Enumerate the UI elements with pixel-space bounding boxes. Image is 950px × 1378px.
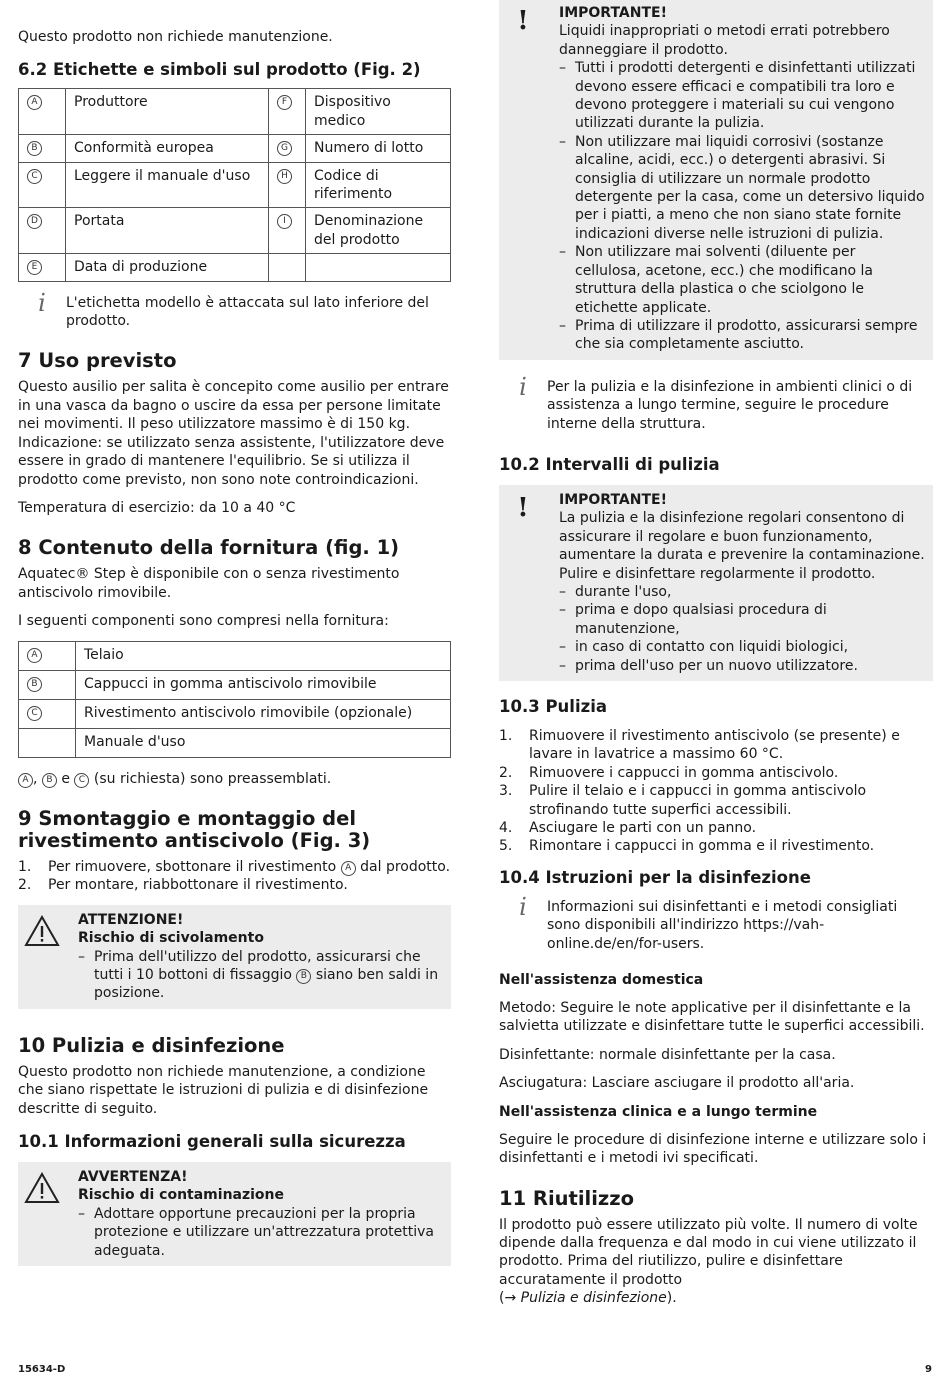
section-10-title: 10 Pulizia e disinfezione — [18, 1033, 285, 1057]
letter-symbol: H — [277, 169, 292, 184]
component-name: Manuale d'uso — [76, 728, 451, 757]
arrow-icon: → — [504, 1290, 521, 1307]
component-letter-cell — [19, 728, 76, 757]
cleaning-step — [499, 764, 933, 782]
reuse-cross-reference[interactable]: Pulizia e disinfezione — [520, 1290, 667, 1307]
intervals-list — [559, 583, 925, 675]
symbol-meaning: Conformità europea — [66, 135, 269, 162]
step-number: 1. — [499, 728, 513, 744]
warning-contamination-box — [18, 1162, 451, 1266]
warning-triangle-icon — [18, 1168, 66, 1209]
important-item: – Non utilizzare mai solventi (diluente per cellulosa, acetone, ecc.) che modificano la struttura della plastica o che sciolgono le etichette applicate. — [559, 243, 925, 317]
letter-symbol: E — [27, 260, 42, 275]
symbol-meaning: Denominazione del prodotto — [306, 208, 451, 254]
cover-step-2 — [18, 876, 451, 894]
cleaning-step — [499, 727, 933, 764]
delivery-intro-1: Aquatec® Step è disponibile con o senza rivestimento antiscivolo rimovibile. — [18, 566, 400, 601]
component-letter-cell — [19, 670, 76, 699]
step-number: 4. — [499, 820, 513, 837]
symbol-meaning: Leggere il manuale d'uso — [66, 162, 269, 208]
preassembled-sep-2: e — [56, 770, 75, 787]
step-number: 3. — [499, 783, 513, 800]
symbol-cell — [19, 162, 66, 208]
section-10-4-title: 10.4 Istruzioni per la disinfezione — [499, 867, 811, 887]
caution-item-text: Prima dell'utilizzo del prodotto, assicurarsi che tutti i 10 bottoni di fissaggio — [94, 948, 421, 983]
home-care-method: Metodo: Seguire le note applicative per il disinfettante e la salvietta utilizzate e disinfettare tutte le superfici accessibili. — [499, 1000, 925, 1035]
symbol-cell — [19, 254, 66, 281]
cover-step-1 — [18, 858, 451, 876]
step-text: Rimontare i cappucci in gomma e il rivestimento. — [529, 838, 875, 855]
caution-list — [78, 948, 443, 1003]
letter-symbol: A — [27, 648, 42, 663]
caution-item-text-end: siano ben saldi in posizione. — [94, 966, 439, 1002]
symbol-meaning: Portata — [66, 208, 269, 254]
warning-triangle-icon — [18, 911, 66, 952]
step-text: Pulire il telaio e i cappucci in gomma antiscivolo strofinando tutte superfici accessibili. — [529, 783, 867, 818]
section-7-title: 7 Uso previsto — [18, 349, 177, 373]
page-number: 9 — [925, 1364, 932, 1375]
delivery-contents-table — [18, 641, 451, 758]
component-letter-cell — [19, 641, 76, 670]
symbol-meaning: Numero di lotto — [306, 135, 451, 162]
clinical-care-title: Nell'assistenza clinica e a lungo termine — [499, 1103, 818, 1120]
step-number: 2. — [499, 764, 513, 781]
info-icon: i — [519, 372, 527, 401]
home-care-drying: Asciugatura: Lasciare asciugare il prodotto all'aria. — [499, 1075, 855, 1092]
important-liquids-box — [499, 0, 933, 360]
home-care-title: Nell'assistenza domestica — [499, 972, 704, 989]
label-info-note — [18, 288, 451, 331]
cleaning-step — [499, 837, 933, 855]
delivery-table-row — [19, 641, 451, 670]
letter-b-symbol: B — [296, 969, 311, 984]
warning-item: – Adottare opportune precauzioni per la propria protezione e utilizzare un'attrezzatura protettiva adeguata. — [78, 1205, 443, 1260]
section-6-2-title: 6.2 Etichette e simboli sul prodotto (Fig. 2) — [18, 60, 421, 80]
warning-subtitle: Rischio di contaminazione — [78, 1187, 285, 1204]
clinical-info-note — [499, 372, 933, 433]
letter-symbol: B — [27, 677, 42, 692]
component-letter-cell — [19, 699, 76, 728]
symbol-meaning: Produttore — [66, 89, 269, 135]
letter-symbol: B — [27, 141, 42, 156]
step-number: 2. — [18, 877, 32, 894]
reuse-ref-close: ). — [666, 1290, 677, 1307]
warning-title: AVVERTENZA! — [78, 1169, 188, 1185]
intervals-important-text: La pulizia e la disinfezione regolari consentono di assicurare il regolare e buon funzionamento, aumentare la durata e prevenire la contaminazione. Pulire e disinfettare regolarmente il prodotto. — [559, 510, 925, 582]
letter-c-symbol: C — [74, 773, 89, 788]
letter-a-symbol: A — [18, 773, 33, 788]
letter-symbol: I — [277, 214, 292, 229]
preassembled-sep-1: , — [33, 770, 42, 787]
important-list — [559, 59, 925, 354]
important-intervals-box — [499, 485, 933, 681]
symbol-cell — [269, 208, 306, 254]
cleaning-step — [499, 819, 933, 837]
letter-b-symbol: B — [42, 773, 57, 788]
interval-item: – durante l'uso, — [559, 583, 925, 601]
component-name: Telaio — [76, 641, 451, 670]
cover-steps-list — [18, 858, 451, 895]
preassembled-note — [18, 770, 451, 788]
intro-text: Questo prodotto non richiede manutenzione. — [18, 29, 333, 45]
symbol-meaning — [306, 254, 451, 281]
symbol-meaning: Data di produzione — [66, 254, 269, 281]
warning-list — [78, 1205, 443, 1260]
interval-item: – in caso di contatto con liquidi biologici, — [559, 638, 925, 656]
letter-symbol: F — [277, 95, 292, 110]
important-item: – Tutti i prodotti detergenti e disinfettanti utilizzati devono essere efficaci e compatibili tra loro e devono proteggere i materiali su cui vengono utilizzati durante la pulizia. — [559, 59, 925, 133]
section-9-title: 9 Smontaggio e montaggio del rivestimento antiscivolo (Fig. 3) — [18, 806, 371, 852]
caution-subtitle: Rischio di scivolamento — [78, 930, 264, 947]
intended-use-text: Questo ausilio per salita è concepito come ausilio per entrare in una vasca da bagno o uscire da essa per persone limitate nei movimenti. Il peso utilizzatore massimo è di 150 kg. Indicazione: se utilizzato senza assistente, l'utilizzatore deve essere in grado di mantenere l'equilibrio. Se si utilizza il prodotto come previsto, non sono note controindicazioni. — [18, 379, 449, 488]
caution-title: ATTENZIONE! — [78, 911, 184, 928]
delivery-table-row — [19, 699, 451, 728]
disinfectant-info-text: Informazioni sui disinfettanti e i metodi consigliati sono disponibili all'indirizzo https://vah-online.de/en/for-users. — [547, 898, 898, 952]
section-10-1-title: 10.1 Informazioni generali sulla sicurezza — [18, 1132, 406, 1151]
letter-a-symbol: A — [341, 861, 356, 876]
letter-symbol: A — [27, 95, 42, 110]
letter-symbol: C — [27, 706, 42, 721]
right-column — [499, 5, 933, 1318]
info-icon: i — [38, 288, 46, 317]
caution-item — [78, 948, 443, 1003]
step-text: Rimuovere il rivestimento antiscivolo (se presente) e lavare in lavatrice a massimo 60 °C. — [529, 728, 900, 763]
exclamation-icon: ! — [517, 6, 529, 36]
info-icon: i — [519, 892, 527, 921]
reuse-body: Il prodotto può essere utilizzato più volte. Il numero di volte dipende dalla frequenza e dal modo in cui viene utilizzato il prodotto. Prima del riutilizzo, pulire e disinfettare accuratamente il prodotto — [499, 1216, 918, 1288]
caution-slipping-box — [18, 905, 451, 1009]
delivery-intro-2: I seguenti componenti sono compresi nella fornitura: — [18, 613, 389, 630]
component-name: Rivestimento antiscivolo rimovibile (opzionale) — [76, 699, 451, 728]
symbol-cell — [269, 162, 306, 208]
letter-symbol: D — [27, 214, 42, 229]
label-table-row — [19, 208, 451, 254]
clinical-care-text: Seguire le procedure di disinfezione interne e utilizzare solo i disinfettanti e i metodi ivi specificati. — [499, 1131, 927, 1167]
home-care-disinfectant: Disinfettante: normale disinfettante per la casa. — [499, 1046, 836, 1063]
symbol-meaning: Dispositivo medico — [306, 89, 451, 135]
section-10-3-title: 10.3 Pulizia — [499, 697, 607, 716]
label-table-row — [19, 135, 451, 162]
step-text: Asciugare le parti con un panno. — [529, 820, 757, 837]
exclamation-icon: ! — [517, 492, 529, 523]
symbol-cell — [19, 135, 66, 162]
step-number: 1. — [18, 858, 32, 875]
step-number: 5. — [499, 838, 513, 855]
clinical-info-text: Per la pulizia e la disinfezione in ambienti clinici o di assistenza a lungo termine, seguire le procedure interne della struttura. — [547, 378, 913, 432]
interval-item: – prima dell'uso per un nuovo utilizzatore. — [559, 657, 925, 675]
document-code: 15634-D — [18, 1364, 66, 1375]
symbol-cell — [269, 89, 306, 135]
step-text: Per rimuovere, sbottonare il rivestimento — [48, 858, 341, 875]
step-text-end: dal prodotto. — [355, 858, 451, 875]
delivery-table-row — [19, 670, 451, 699]
important-title: IMPORTANTE! — [559, 5, 667, 21]
cleaning-steps-list — [499, 727, 933, 856]
step-text: Rimuovere i cappucci in gomma antiscivolo. — [529, 764, 839, 781]
symbol-cell — [269, 135, 306, 162]
interval-item: – prima e dopo qualsiasi procedura di manutenzione, — [559, 601, 925, 638]
symbol-cell — [269, 254, 306, 281]
important-item: – Prima di utilizzare il prodotto, assicurarsi sempre che sia completamente asciutto. — [559, 317, 925, 354]
step-text: Per montare, riabbottonare il rivestimento. — [48, 877, 348, 894]
label-info-text: L'etichetta modello è attaccata sul lato inferiore del prodotto. — [66, 294, 429, 330]
intervals-important-title: IMPORTANTE! — [559, 491, 667, 508]
label-table-row — [19, 254, 451, 281]
symbol-cell — [19, 89, 66, 135]
label-symbols-table — [18, 88, 451, 281]
important-item: – Non utilizzare mai liquidi corrosivi (sostanze alcaline, acidi, ecc.) o detergenti abrasivi. Si consiglia di utilizzare un normale prodotto detergente per la casa, come un detersivo liquido per i piatti, a meno che non siano state fornite indicazioni diverse nelle istruzioni di pulizia. — [559, 133, 925, 243]
cleaning-step — [499, 782, 933, 819]
component-name: Cappucci in gomma antiscivolo rimovibile — [76, 670, 451, 699]
cleaning-intro: Questo prodotto non richiede manutenzione, a condizione che siano rispettate le istruzioni di pulizia e di disinfezione descritte di seguito. — [18, 1063, 429, 1117]
letter-symbol: C — [27, 169, 42, 184]
preassembled-text: (su richiesta) sono preassemblati. — [89, 770, 332, 787]
symbol-cell — [19, 208, 66, 254]
important-text: Liquidi inappropriati o metodi errati potrebbero danneggiare il prodotto. — [559, 23, 890, 58]
reuse-text — [499, 1216, 933, 1308]
letter-symbol: G — [277, 141, 292, 156]
disinfectant-info-note — [499, 892, 933, 953]
operating-temperature: Temperatura di esercizio: da 10 a 40 °C — [18, 499, 296, 516]
delivery-table-row — [19, 728, 451, 757]
section-11-title: 11 Riutilizzo — [499, 1186, 634, 1210]
reuse-ref-open: ( — [499, 1290, 505, 1307]
label-table-row — [19, 162, 451, 208]
section-10-2-title: 10.2 Intervalli di pulizia — [499, 454, 720, 474]
left-column — [18, 28, 451, 1266]
symbol-meaning: Codice di riferimento — [306, 162, 451, 208]
label-table-row — [19, 89, 451, 135]
section-8-title: 8 Contenuto della fornitura (fig. 1) — [18, 536, 400, 560]
